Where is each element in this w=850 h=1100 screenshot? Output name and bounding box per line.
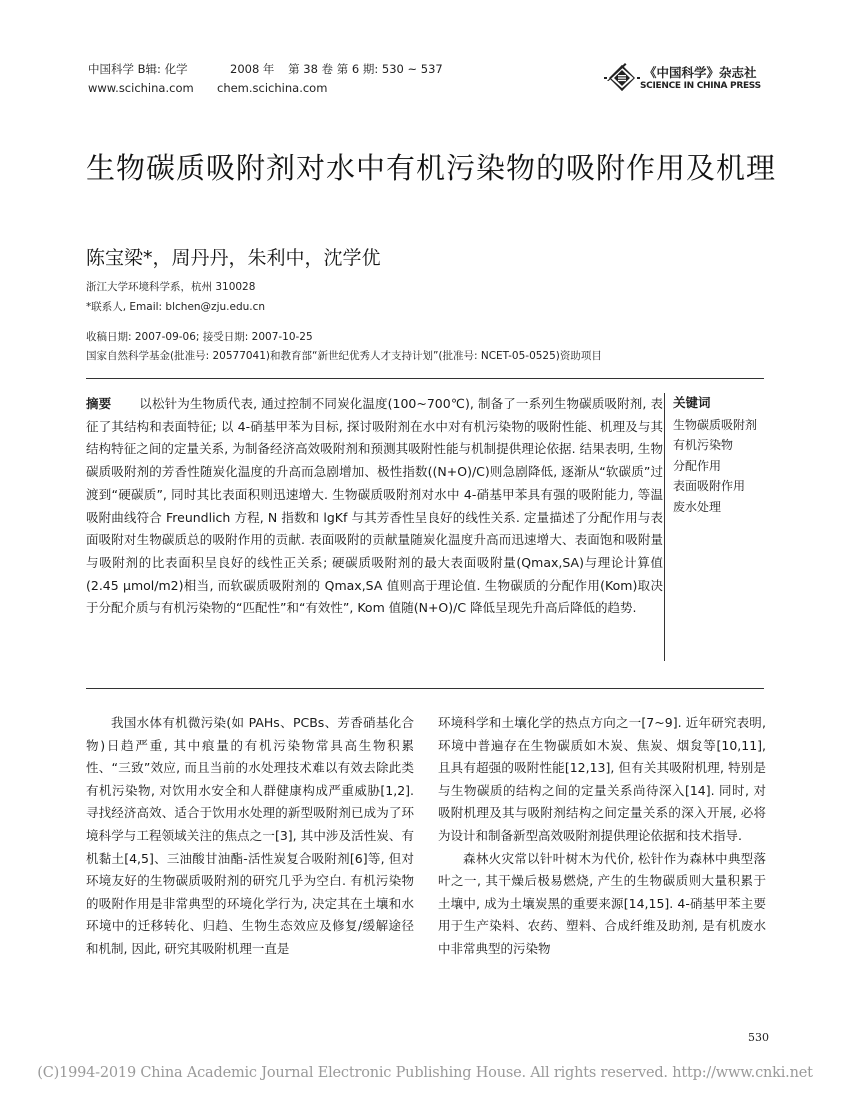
- press-logo-block: [604, 60, 774, 96]
- body-paragraph: 森林火灾常以针叶树木为代价, 松针作为森林中典型落叶之一, 其干燥后极易燃烧, 产生的生物碳质则大量积累于土壤中, 成为土壤炭黑的重要来源[14,15]. 4-硝基甲苯主要用于生产染料、农药、塑料、合成纤维及助剂, 是有机废水中非常典型的污染物: [438, 850, 766, 956]
- body-column-right: [438, 712, 766, 961]
- journal-issue: 第 6 期:: [336, 62, 379, 76]
- keyword-item: 废水处理: [673, 499, 722, 514]
- abstract-keyword-divider: [664, 393, 665, 661]
- author-list: 陈宝梁*，周丹丹，朱利中，沈学优: [86, 247, 381, 269]
- journal-header-line: [88, 61, 443, 77]
- received-accepted-dates: 收稿日期: 2007-09-06; 接受日期: 2007-10-25: [86, 331, 313, 343]
- journal-name: 中国科学 B辑: 化学: [88, 62, 188, 76]
- divider-top: [86, 378, 764, 379]
- website-link[interactable]: www.scichina.com: [88, 81, 194, 95]
- body-paragraph: 我国水体有机微污染(如 PAHs、PCBs、芳香硝基化合物)日趋严重, 其中痕量的有机污染物常具高生物积累性、“三致”效应, 而且当前的水处理技术难以有效去除此类有机污染物, 对饮用水安全和人群健康构成严重威胁[1,2]. 寻找经济高效、适合于饮用水处理的新型吸附剂已成为了环境科学与工程领域关注的焦点之一[3], 其中涉及活性炭、有机黏土[4,5]、三油酸甘油酯-活性炭复合吸附剂[6]等, 但对环境友好的生物碳质吸附剂的研究几乎为空白. 有机污染物的吸附作用是非常典型的环境化学行为, 决定其在土壤和水环境中的迁移转化、归趋、生物生态效应及修复/缓解途径和机制, 因此, 研究其吸附机理一直是: [86, 715, 414, 956]
- website-line: [88, 81, 327, 95]
- journal-volume: 第 38 卷: [288, 62, 334, 76]
- press-name-en: SCIENCE IN CHINA PRESS: [640, 81, 761, 91]
- funding-note: 国家自然科学基金(批准号: 20577041)和教育部“新世纪优秀人才支持计划”(批准号: NCET-05-0525)资助项目: [86, 350, 602, 362]
- body-column-left: [86, 712, 414, 961]
- journal-year: 2008 年: [230, 62, 275, 76]
- contact-email: *联系人, Email: blchen@zju.edu.cn: [86, 301, 266, 313]
- abstract-text: 以松针为生物质代表, 通过控制不同炭化温度(100~700℃), 制备了一系列生物碳质吸附剂, 表征了其结构和表面特征; 以 4-硝基甲苯为目标, 探讨吸附剂在水中对有机污染物的吸附性能、机理及与其结构特征之间的定量关系, 为制备经济高效吸附剂和预测其吸附性能与机制提供理论依据. 结果表明, 生物碳质吸附剂的芳香性随炭化温度的升高而急剧增加、极性指数((N+O)/C)则急剧降低, 逐渐从“软碳质”过渡到“硬碳质”, 同时其比表面积则迅速增大. 生物碳质吸附剂对水中 4-硝基甲苯具有强的吸附能力, 等温吸附曲线符合 Freundlich 方程, N 指数和 lgKf 与其芳香性呈良好的线性关系. 定量描述了分配作用与表面吸附对生物碳质总的吸附作用的贡献. 表面吸附的贡献量随炭化温度升高而迅速增大、表面饱和吸附量与吸附剂的比表面积呈良好的线性正关系; 硬碳质吸附剂的最大表面吸附量(Qmax,SA)与理论计算值(2.45 μmol/m2)相当, 而软碳质吸附剂的 Qmax,SA 值则高于理论值. 生物碳质的分配作用(Kom)取决于分配介质与有机污染物的“匹配性”和“有效性”, Kom 值随(N+O)/C 降低呈现先升高后降低的趋势.: [86, 396, 663, 616]
- science-china-press-logo-icon: [604, 61, 640, 95]
- page-number: 530: [748, 1031, 769, 1044]
- copyright-watermark: (C)1994-2019 China Academic Journal Electronic Publishing House. All rights reserved. http://www.cnki.net: [37, 1065, 813, 1081]
- press-name-cn: 《中国科学》杂志社: [644, 65, 757, 80]
- chem-website-link[interactable]: chem.scichina.com: [217, 81, 328, 95]
- keywords-label: 关键词: [673, 395, 711, 410]
- keywords-panel: [673, 393, 757, 517]
- journal-pages: 530 ~ 537: [381, 62, 443, 76]
- keyword-item: 分配作用: [673, 458, 722, 473]
- keyword-item: 有机污染物: [673, 438, 734, 452]
- body-paragraph: 环境科学和土壤化学的热点方向之一[7~9]. 近年研究表明, 环境中普遍存在生物碳质如木炭、焦炭、烟炱等[10,11], 且具有超强的吸附性能[12,13], 但有关其吸附机理, 特别是与生物碳质的结构之间的定量关系尚待深入[14]. 同时, 对吸附机理及其与吸附剂结构之间定量关系的深入开展, 必将为设计和制备新型高效吸附剂提供理论依据和技术指导.: [438, 715, 766, 843]
- keyword-item: 生物碳质吸附剂: [673, 417, 758, 432]
- divider-bottom: [86, 688, 764, 689]
- paper-title: 生物碳质吸附剂对水中有机污染物的吸附作用及机理: [86, 151, 777, 185]
- affiliation: 浙江大学环境科学系，杭州 310028: [86, 281, 256, 293]
- abstract: [86, 393, 663, 620]
- abstract-label: 摘要: [86, 396, 112, 411]
- keyword-item: 表面吸附作用: [673, 479, 746, 493]
